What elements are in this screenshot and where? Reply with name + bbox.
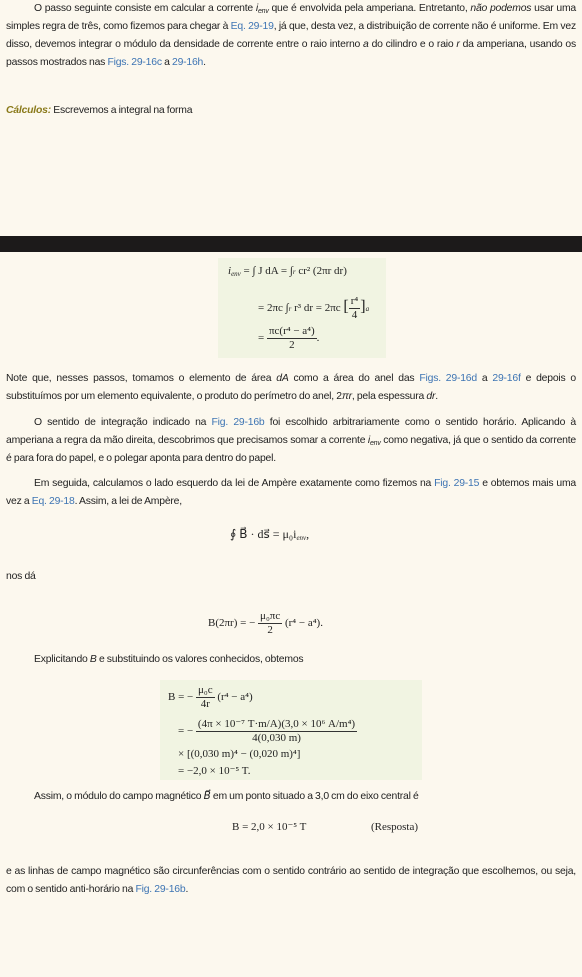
calculos-heading: Cálculos: — [6, 105, 51, 116]
equation-i-env-line3: = $\frac{\text{πc(r⁴ − a⁴)}}{2}$ . — [258, 325, 320, 352]
page-divider-band — [0, 236, 582, 252]
equation-i-env-line2: = 2πc ∫r r³ dr = 2πc [ $\frac{\text{r⁴}}{4}$ ]a — [258, 295, 370, 322]
equation-b-2pir: B(2πr) = − $\frac{\text{μ₀πc}}{2}$ (r⁴ − a⁴). — [208, 610, 323, 637]
paragraph-magnitude: Assim, o módulo do campo magnético B⃗ em um ponto situado a 3,0 cm do eixo central é — [34, 791, 419, 802]
link-fig-29-16f[interactable]: 29-16f — [492, 373, 521, 384]
link-fig-29-16b[interactable]: Fig. 29-16b — [211, 417, 265, 428]
equation-i-env-line1: $i_{env}$ = ∫ J dA = ∫r cr² (2πr dr) — [228, 265, 347, 278]
equation-b-line4: = −2,0 × 10⁻⁵ T. — [178, 765, 251, 777]
link-eq-29-19[interactable]: Eq. 29-19 — [230, 21, 274, 33]
equation-answer: B = 2,0 × 10⁻⁵ T (Resposta) — [232, 821, 419, 833]
equation-ampere-law: ∮ B⃗ · ds⃗ = $\mu_0i_{env}$, — [230, 527, 310, 542]
equation-b-line3: × [(0,030 m)⁴ − (0,020 m)⁴] — [178, 748, 301, 760]
paragraph-ampere: Em seguida, calculamos o lado esquerdo da lei de Ampère exatamente como fizemos na Fig. 29-15 e obtemos mais uma vez a Eq. 29-18. Assim, a lei de Ampère, — [6, 478, 576, 507]
calculos-line: Cálculos: Escrevemos a integral na forma — [6, 105, 193, 116]
link-fig-29-16b-2[interactable]: Fig. 29-16b — [135, 883, 186, 895]
paragraph-integration-direction: O sentido de integração indicado na Fig. 29-16b foi escolhido arbitrariamente como o sentido horário. Aplicando à amperiana a regra da mão direita, descobrimos que precisamos somar a corrente $i_{env}$ como negativa, já que o sentido da corrente é para fora do papel, e o polegar aponta para dentro do papel. — [6, 417, 577, 464]
link-fig-29-15[interactable]: Fig. 29-15 — [434, 478, 480, 489]
link-figs-29-16d[interactable]: Figs. 29-16d — [419, 373, 477, 384]
paragraph-solving-b: Explicitando B e substituindo os valores conhecidos, obtemos — [34, 654, 304, 665]
paragraph-note: Note que, nesses passos, tomamos o elemento de área dA como a área do anel das Figs. 29-16d a 29-16f e depois o substituímos por um elemento equivalente, o produto do perímetro do anel, 2πr, pela espessura dr. — [6, 373, 577, 402]
equation-b-line1: B = − $\frac{\text{μ₀c}}{4r}$ (r⁴ − a⁴) — [168, 684, 253, 711]
link-eq-29-18[interactable]: Eq. 29-18 — [31, 495, 75, 507]
paragraph-intro: O passo seguinte consiste em calcular a corrente $i_{env}$ que é envolvida pela amperiana. Entretanto, não podemos usar uma simples regra de três, como fizemos para chegar à Eq. 29-19, já que, desta vez, a distribuição de corrente não é uniforme. Em vez disso, devemos integrar o módulo da densidade de corrente entre o raio interno a do cilindro e o raio r da amperiana, usando os passos mostrados nas Figs. 29-16c a 29-16h. — [6, 3, 577, 68]
answer-label: (Resposta) — [370, 821, 419, 833]
nos-da-text: nos dá — [6, 571, 36, 582]
link-figs-29-16c[interactable]: Figs. 29-16c — [107, 56, 162, 68]
link-fig-29-16h[interactable]: 29-16h — [171, 56, 204, 68]
equation-b-line2: = − $\frac{\text{(4π × 10⁻⁷ T·m/A)(3,0 × 10⁶ A/m⁴)}}{4(0,030 m)}$ — [178, 718, 356, 745]
paragraph-field-lines: e as linhas de campo magnético são circunferências com o sentido contrário ao sentido de integração que escolhemos, ou seja, com o sentido anti-horário na Fig. 29-16b. — [6, 866, 576, 895]
